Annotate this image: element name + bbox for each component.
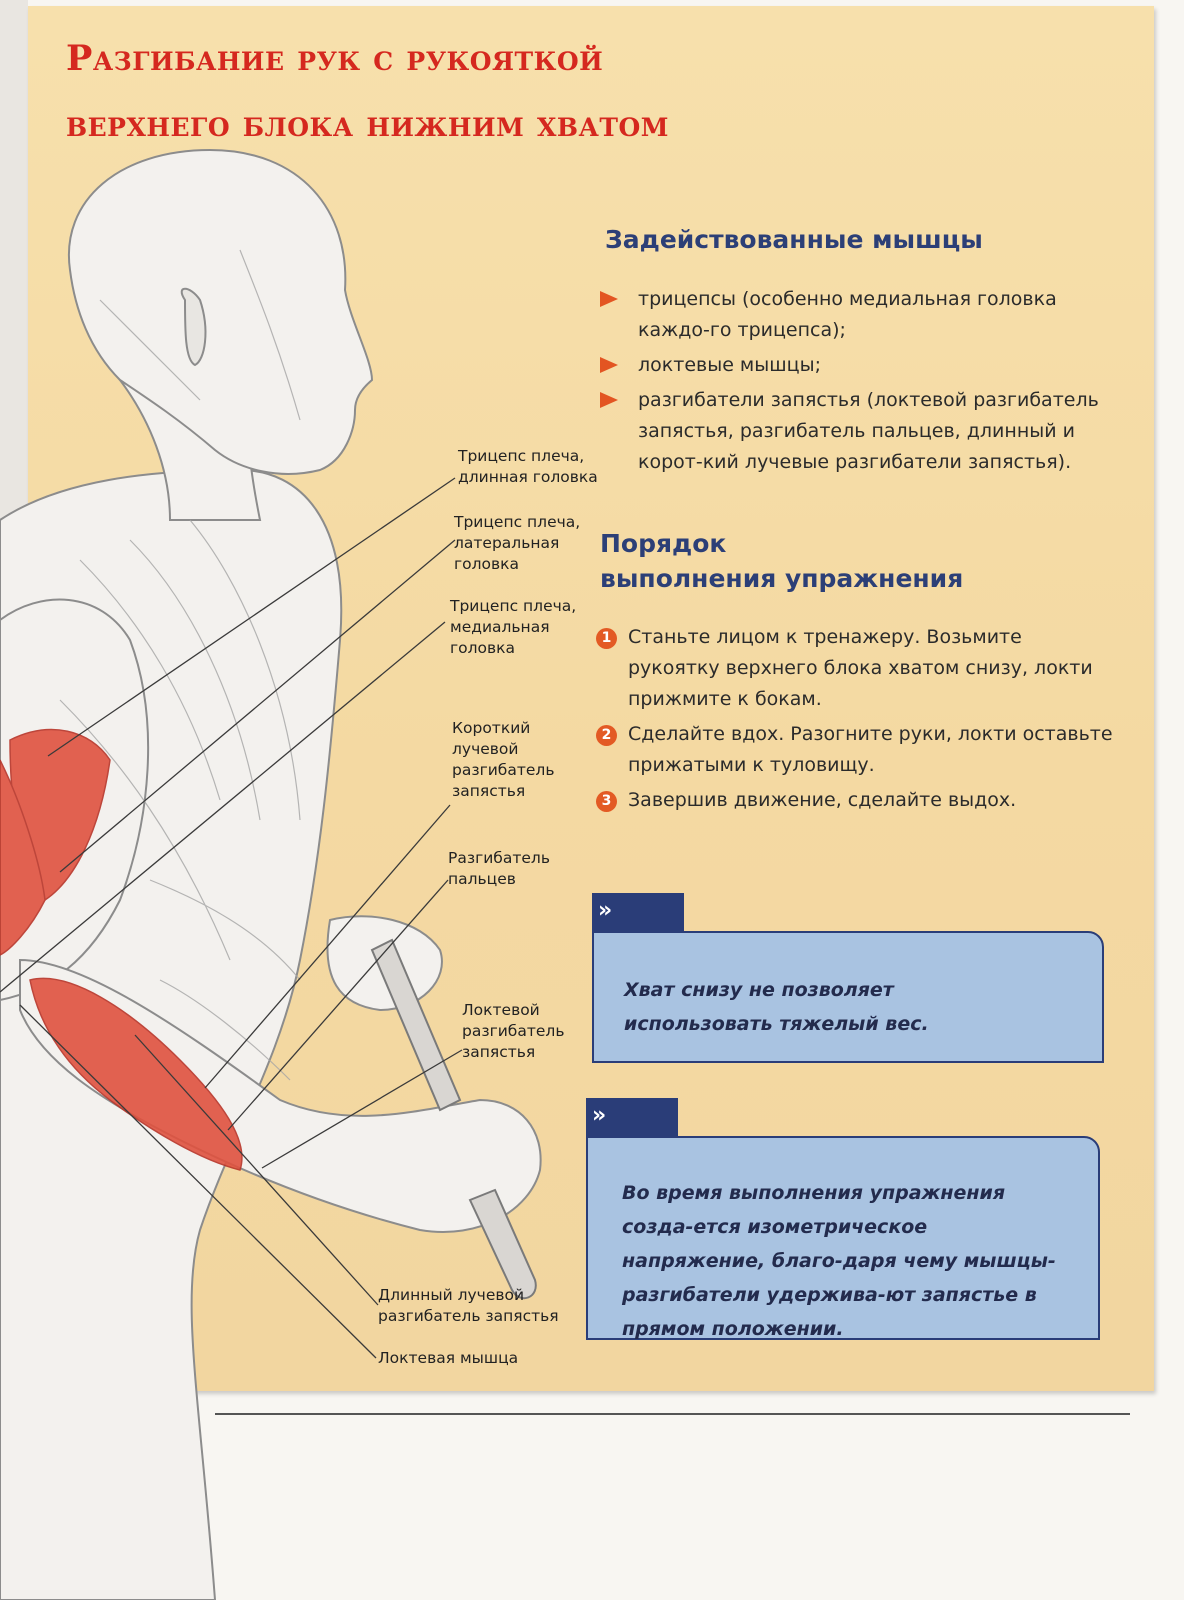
- note-tab: [592, 893, 684, 933]
- muscles-list: [600, 284, 1120, 482]
- label-line: разгибатель: [462, 1022, 565, 1040]
- note-body: [586, 1136, 1100, 1340]
- label-line: длинная головка: [458, 468, 598, 486]
- label-line: разгибатель запястья: [378, 1307, 559, 1325]
- double-chevron-icon: »: [598, 898, 610, 923]
- label-ecrb: [452, 718, 554, 802]
- label-line: лучевой: [452, 740, 519, 758]
- label-line: головка: [450, 639, 516, 657]
- label-line: Трицепс плеча,: [450, 597, 577, 615]
- label-ecu: [462, 1000, 564, 1063]
- label-line: Длинный лучевой: [378, 1286, 525, 1304]
- note-tab: [586, 1098, 678, 1138]
- label-line: Разгибатель: [448, 849, 550, 867]
- label-line: медиальная: [450, 618, 550, 636]
- label-line: пальцев: [448, 870, 516, 888]
- list-item: [596, 719, 1116, 781]
- step-text: Сделайте вдох. Разогните руки, локти оставьте прижатыми к туловищу.: [628, 723, 1113, 776]
- list-item: [596, 622, 1116, 715]
- list-item-text: локтевые мышцы;: [638, 354, 821, 376]
- list-item-text: разгибатели запястья (локтевой разгибатель запястья, разгибатель пальцев, длинный и корот-кий лучевые разгибатели запястья).: [638, 389, 1099, 473]
- step-number-badge: 2: [596, 725, 617, 746]
- label-line: запястья: [462, 1043, 536, 1061]
- step-number-badge: 1: [596, 628, 617, 649]
- steps-heading-line-1: Порядок: [600, 529, 727, 558]
- list-item-text: трицепсы (особенно медиальная головка каждо-го трицепса);: [638, 288, 1057, 341]
- steps-heading: [600, 526, 963, 596]
- list-item: [600, 350, 1120, 381]
- label-line: разгибатель: [452, 761, 555, 779]
- label-line: запястья: [452, 782, 526, 800]
- handle-bar: [470, 1190, 536, 1298]
- triangle-bullet-icon: [600, 392, 618, 408]
- label-line: головка: [454, 555, 520, 573]
- double-chevron-icon: »: [592, 1103, 604, 1128]
- note-text: Во время выполнения упражнения созда-ется изометрическое напряжение, благо-даря чему мышцы-разгибатели удержива-ют запястье в прямом положении.: [622, 1182, 1056, 1340]
- steps-list: [596, 622, 1116, 820]
- step-number-badge: 3: [596, 791, 617, 812]
- label-triceps-long-head: [458, 446, 598, 488]
- label-line: Локтевой: [462, 1001, 540, 1019]
- page-title: [66, 26, 826, 158]
- list-item: [596, 785, 1116, 816]
- label-extensor-digitorum: [448, 848, 550, 890]
- list-item: [600, 284, 1120, 346]
- bottom-divider: [215, 1413, 1130, 1415]
- note-box-2: [586, 1098, 1100, 1342]
- title-line-1: Разгибание рук с рукояткой: [66, 38, 604, 79]
- triangle-bullet-icon: [600, 357, 618, 373]
- label-line: латеральная: [454, 534, 560, 552]
- note-box-1: [592, 893, 1104, 1071]
- label-anconeus: [378, 1348, 518, 1369]
- step-text: Станьте лицом к тренажеру. Возьмите рукоятку верхнего блока хватом снизу, локти прижмите к бокам.: [628, 626, 1093, 710]
- triangle-bullet-icon: [600, 291, 618, 307]
- title-line-2: верхнего блока нижним хватом: [66, 104, 669, 145]
- list-item: [600, 385, 1120, 478]
- muscles-heading: Задействованные мышцы: [605, 225, 983, 254]
- label-line: Трицепс плеча,: [458, 447, 585, 465]
- label-line: Короткий: [452, 719, 531, 737]
- label-ecrl: [378, 1285, 559, 1327]
- step-text: Завершив движение, сделайте выдох.: [628, 789, 1017, 811]
- label-line: Локтевая мышца: [378, 1349, 519, 1367]
- steps-heading-line-2: выполнения упражнения: [600, 564, 964, 593]
- label-triceps-lateral-head: [454, 512, 580, 575]
- note-body: [592, 931, 1104, 1063]
- label-line: Трицепс плеча,: [454, 513, 581, 531]
- note-text: Хват снизу не позволяет использовать тяжелый вес.: [624, 979, 929, 1035]
- label-triceps-medial-head: [450, 596, 576, 659]
- head-shape: [69, 150, 372, 474]
